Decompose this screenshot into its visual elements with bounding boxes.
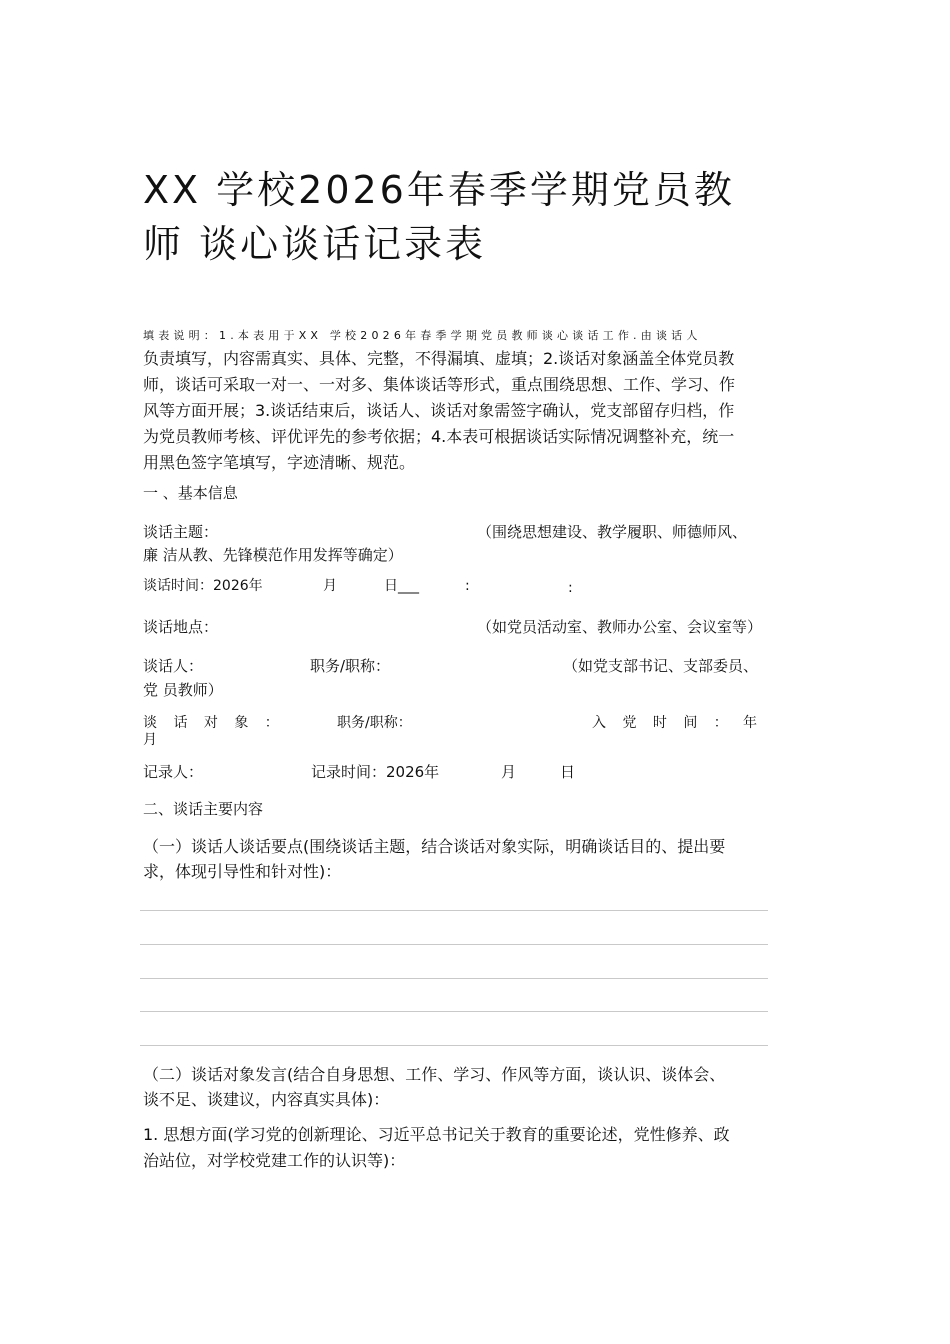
part-1-prompt-line-1: （一）谈话人谈话要点(围绕谈话主题，结合谈话对象实际，明确谈话目的、提出要 (143, 837, 726, 856)
part-2-prompt-line-1: （二）谈话对象发言(结合自身思想、工作、学习、作风等方面，谈认识、谈体会、 (143, 1065, 726, 1084)
part-2-prompt-line-2: 谈不足、谈建议，内容真实具体)： (143, 1090, 390, 1109)
record-time-label: 记录时间：2026年 (311, 763, 440, 781)
answer-line (140, 910, 768, 911)
fill-instructions (143, 326, 803, 476)
instructions-line-6: 用黑色签字笔填写，字迹清晰、规范。 (143, 453, 416, 472)
talk-place-hint: （如党员活动室、教师办公室、会议室等） (477, 618, 763, 636)
instructions-line-3: 师，谈话可采取一对一、一对多、集体谈话等形式，重点围绕思想、工作、学习、作 (143, 375, 736, 394)
title-line-1: XX 学校2026年春季学期党员教 (143, 168, 735, 212)
talk-time-hour-colon: : (465, 578, 470, 594)
topic-hint-line-2: 廉 洁从教、先锋模范作用发挥等确定） (143, 546, 403, 564)
record-time-day: 日 (560, 763, 576, 781)
talker-label: 谈话人： (143, 657, 204, 675)
talk-time-day: 日___ (384, 578, 419, 594)
answer-line (140, 978, 768, 979)
recorder-label: 记录人： (143, 763, 204, 781)
record-time-month: 月 (501, 763, 517, 781)
topic-label: 谈话主题： (143, 523, 219, 541)
item-1-prompt-line-2: 治站位，对学校党建工作的认识等)： (143, 1151, 406, 1170)
join-party-label: 入 党 时 间 ： (592, 715, 734, 731)
instructions-line-4: 风等方面开展；3.谈话结束后，谈话人、谈话对象需签字确认，党支部留存归档，作 (143, 401, 735, 420)
item-1-prompt-line-1: 1. 思想方面(学习党的创新理论、习近平总书记关于教育的重要论述，党性修养、政 (143, 1125, 730, 1144)
talker-position-label: 职务/职称： (310, 657, 391, 675)
instructions-line-1: 填表说明：1.本表用于XX 学校2026年春季学期党员教师谈心谈话工作.由谈话人 (143, 329, 702, 342)
instructions-line-2: 负责填写，内容需真实、具体、完整，不得漏填、虚填；2.谈话对象涵盖全体党员教 (143, 349, 735, 368)
talk-time-minute-colon: : (568, 580, 573, 596)
answer-line (140, 944, 768, 945)
talk-target-label: 谈 话 对 象 ： (143, 715, 285, 731)
document-title (143, 163, 803, 271)
title-line-2: 师 谈心谈话记录表 (143, 222, 487, 266)
answer-line (140, 1045, 768, 1046)
section-2-heading: 二、谈话主要内容 (143, 800, 264, 818)
talk-time-label: 谈话时间：2026年 (143, 578, 263, 594)
answer-line (140, 1011, 768, 1012)
talk-time-month: 月 (323, 578, 337, 594)
talk-place-label: 谈话地点： (143, 618, 219, 636)
section-1-heading: 一 、基本信息 (143, 484, 238, 502)
topic-hint-line-1: （围绕思想建设、教学履职、师德师风、 (477, 523, 748, 541)
talker-hint-line-1: （如党支部书记、支部委员、 (563, 657, 759, 675)
part-1-prompt-line-2: 求，体现引导性和针对性)： (143, 862, 342, 881)
instructions-line-5: 为党员教师考核、评优评先的参考依据；4.本表可根据谈话实际情况调整补充，统一 (143, 427, 735, 446)
join-party-year: 年 (743, 715, 757, 731)
talker-hint-line-2: 党 员教师） (143, 681, 223, 699)
target-position-label: 职务/职称： (337, 715, 412, 731)
join-party-month: 月 (143, 732, 157, 748)
